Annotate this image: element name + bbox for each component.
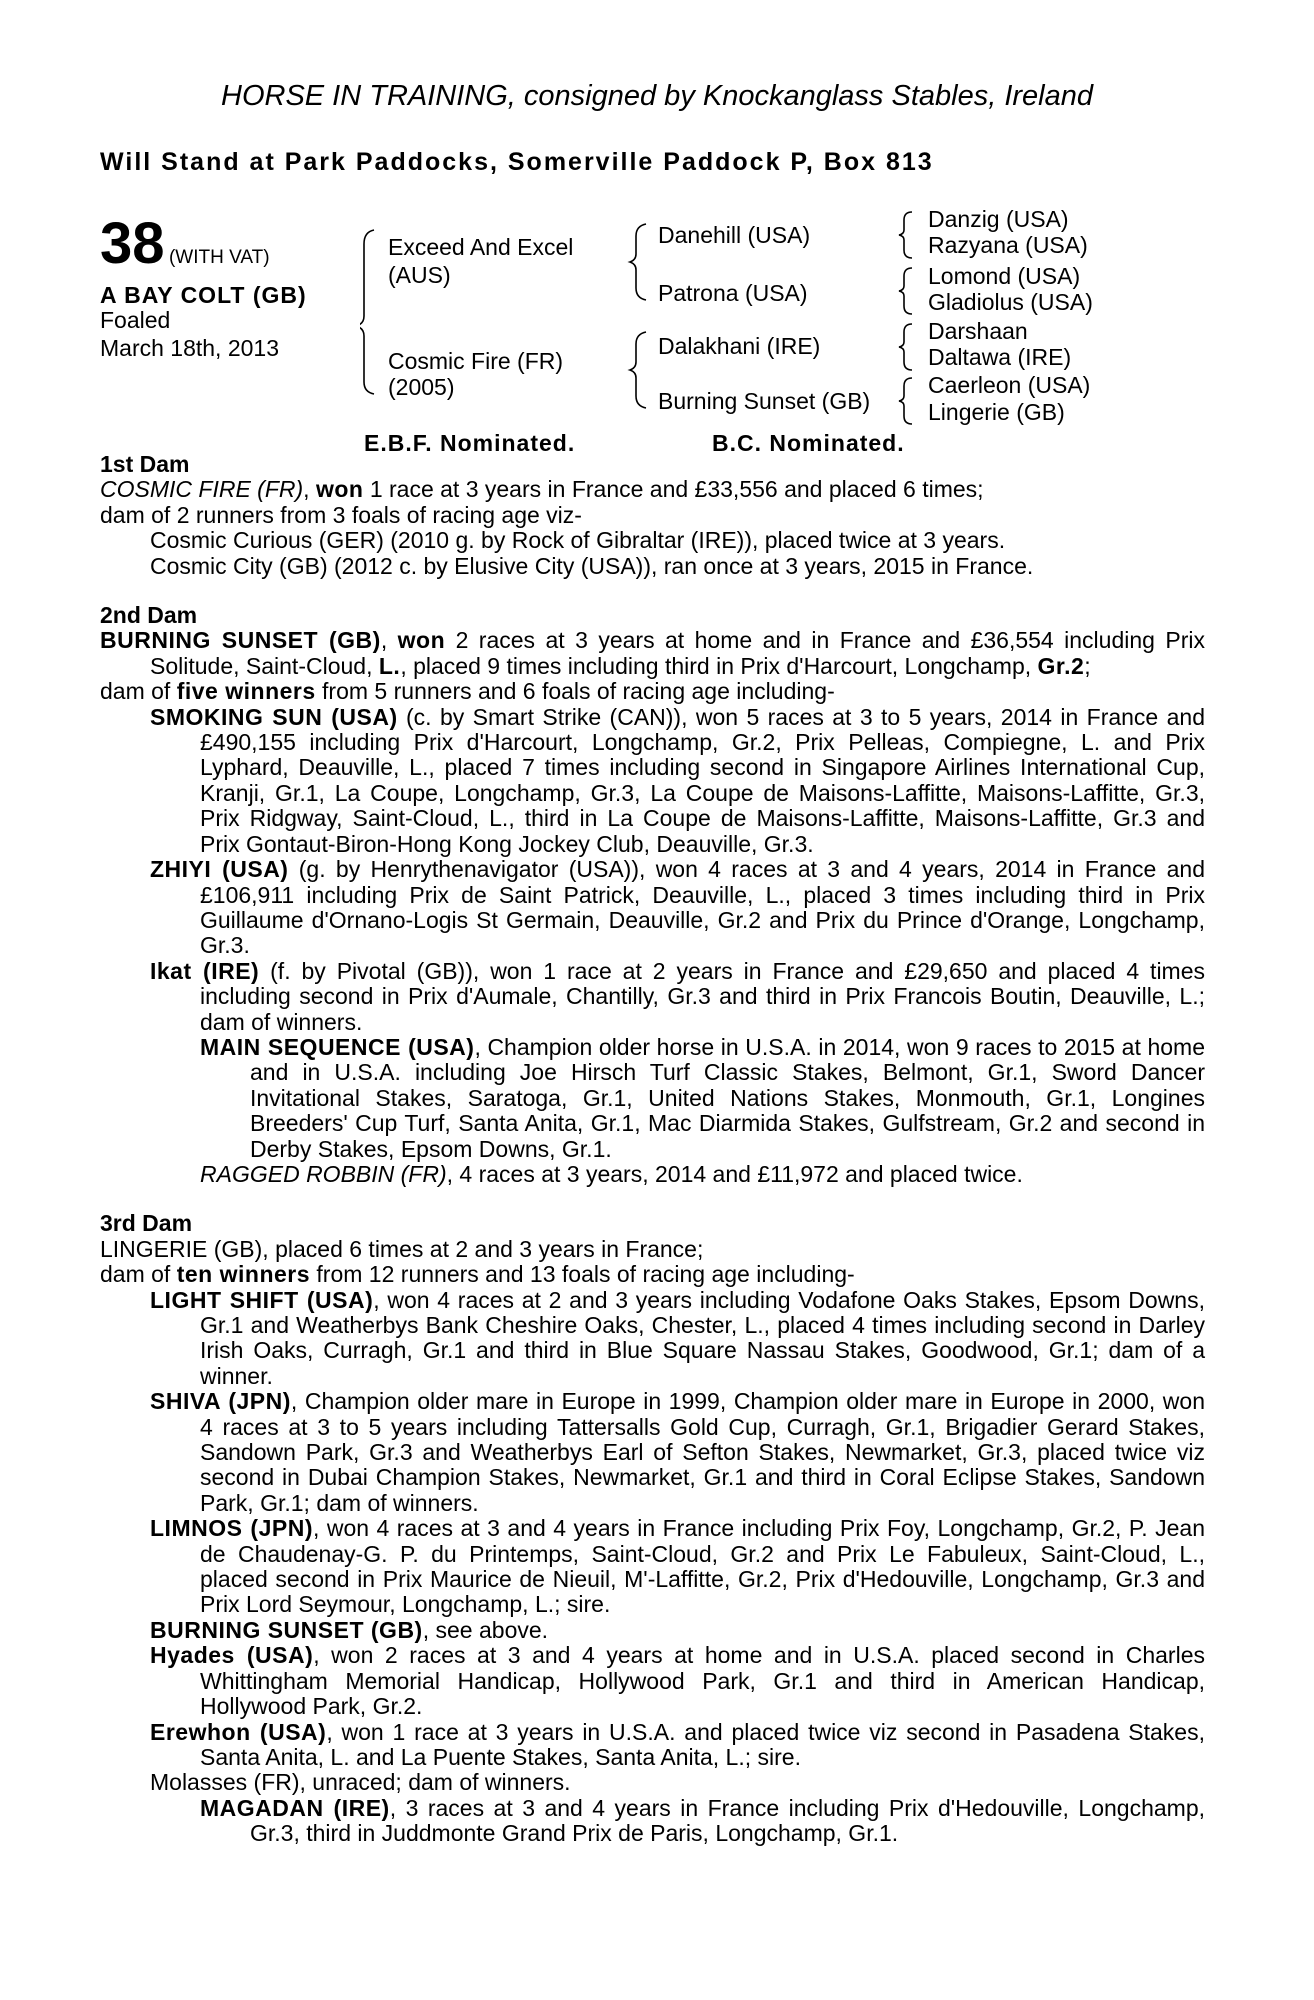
ped-sds: Lomond (USA) — [928, 263, 1081, 289]
vat-note: (WITH VAT) — [168, 247, 270, 268]
dam-name: Cosmic Fire (FR) — [388, 348, 564, 374]
second-dam-record: BURNING SUNSET (GB), won 2 races at 3 years at home and in France and £36,554 including Prix Solitude, Saint-Cloud, L., placed 9 times including third in Prix d'Harcourt, Longchamp, Gr.2; — [100, 627, 1205, 679]
page-title: HORSE IN TRAINING, consigned by Knockanglass Stables, Ireland — [221, 80, 1093, 112]
foaled-info — [100, 306, 279, 362]
lot-number: 38 — [100, 211, 165, 276]
produce-ikat: Ikat (IRE) (f. by Pivotal (GB)), won 1 race at 2 years in France and £29,650 and placed 4 times including second in Prix d'Aumale, Chantilly, Gr.3 and third in Prix Francois Boutin, Deauville, L.; dam of winners. — [150, 957, 1205, 1035]
first-dam-record: COSMIC FIRE (FR), won 1 race at 3 years in France and £33,556 and placed 6 times; — [100, 476, 984, 503]
produce-hyades: Hyades (USA), won 2 races at 3 and 4 years at home and in U.S.A. placed second in Charles Whittingham Memorial Handicap, Hollywood Park, Gr.1 and third in American Handicap, Hollywood Park, Gr.2. — [150, 1642, 1205, 1720]
produce-smoking-sun: SMOKING SUN (USA) (c. by Smart Strike (CAN)), won 5 races at 3 to 5 years, 2014 in France and £490,155 including Prix d'Harcourt, Longchamp, Gr.2, Prix Pelleas, Compiegne, L. and Prix Lyphard, Deauville, L., placed 7 times including second in Singapore Airlines International Cup, Kranji, Gr.1, La Coupe, Longchamp, Gr.3, La Coupe de Maisons-Laffitte, Maisons-Laffitte, Gr.3, Prix Ridgway, Saint-Cloud, L., third in La Coupe de Maisons-Laffitte, Maisons-Laffitte, Gr.3 and Prix Gontaut-Biron-Hong Kong Jockey Club, Deauville, Gr.3. — [150, 703, 1205, 857]
lot-number-block — [100, 210, 270, 277]
produce-erewhon: Erewhon (USA), won 1 race at 3 years in U.S.A. and placed twice viz second in Pasadena Stakes, Santa Anita, L. and La Puente Stakes, Santa Anita, L.; sire. — [150, 1718, 1205, 1770]
second-dam-heading: 2nd Dam — [100, 602, 198, 629]
first-dam-heading: 1st Dam — [100, 451, 190, 477]
produce-magadan: MAGADAN (IRE), 3 races at 3 and 4 years in France including Prix d'Hedouville, Longchamp, Gr.3, third in Juddmonte Grand Prix de Paris, Longchamp, Gr.1. — [200, 1794, 1205, 1847]
sire-origin: (AUS) — [388, 262, 451, 288]
foaled-label: Foaled — [100, 307, 171, 333]
ebf-nomination: E.B.F. Nominated. — [364, 430, 576, 456]
first-dam-name: COSMIC FIRE (FR) — [100, 476, 304, 503]
third-dam-produce: dam of ten winners from 12 runners and 13 foals of racing age including- — [100, 1261, 855, 1288]
produce-zhiyi: ZHIYI (USA) (g. by Henrythenavigator (USA)), won 4 races at 3 and 4 years, 2014 in France and £106,911 including Prix de Saint Patrick, Deauville, L., placed 3 times including third in Prix Guillaume d'Ornano-Logis St Germain, Deauville, Gr.2 and Prix du Prince d'Orange, Longchamp, Gr.3. — [150, 856, 1205, 959]
produce-limnos: LIMNOS (JPN), won 4 races at 3 and 4 years in France including Prix Foy, Longchamp, Gr.2, P. Jean de Chaudenay-G. P. du Printemps, Saint-Cloud, Gr.2 and Prix Le Fabuleux, Saint-Cloud, L., placed second in Prix Maurice de Nieuil, M'-Laffitte, Gr.2, Prix d'Hedouville, Longchamp, Gr.3 and Prix Lord Seymour, Longchamp, L.; sire. — [150, 1515, 1206, 1618]
produce-shiva: SHIVA (JPN), Champion older mare in Europe in 1999, Champion older mare in Europe in 2000, won 4 races at 3 to 5 years including Tattersalls Gold Cup, Curragh, Gr.1, Brigadier Gerard Stakes, Sandown Park, Gr.3 and Weatherbys Earl of Sefton Stakes, Newmarket, Gr.3, placed twice viz second in Dubai Champion Stakes, Newmarket, Gr.1 and third in Coral Eclipse Stakes, Sandown Park, Gr.1; dam of winners. — [150, 1388, 1205, 1516]
first-dam-foal-2: Cosmic City (GB) (2012 c. by Elusive City (USA)), ran once at 3 years, 2015 in France. — [150, 552, 1034, 579]
stand-location: Will Stand at Park Paddocks, Somerville Paddock P, Box 813 — [100, 148, 934, 176]
produce-record — [100, 452, 1205, 1847]
ped-dds: Caerleon (USA) — [928, 372, 1091, 398]
second-dam-produce: dam of five winners from 5 runners and 6 foals of racing age including- — [100, 678, 835, 705]
second-dam-name: BURNING SUNSET (GB) — [100, 627, 381, 654]
lot-description: A BAY COLT (GB) — [100, 282, 307, 308]
ped-ssd: Razyana (USA) — [928, 232, 1088, 258]
ped-dsd: Daltawa (IRE) — [928, 344, 1072, 370]
first-dam-foal-1: Cosmic Curious (GER) (2010 g. by Rock of Gibraltar (IRE)), placed twice at 3 years. — [150, 527, 1006, 554]
ped-sss: Danzig (USA) — [928, 206, 1069, 232]
ped-dss: Darshaan — [928, 318, 1028, 344]
produce-main-sequence: MAIN SEQUENCE (USA), Champion older horse in U.S.A. in 2014, won 9 races to 2015 at home and in U.S.A. including Joe Hirsch Turf Classic Stakes, Belmont, Gr.1, Sword Dancer Invitational Stakes, Saratoga, Gr.1, United Nations Stakes, Monmouth, Gr.1, Longines Breeders' Cup Turf, Santa Anita, Gr.1, Mac Diarmida Stakes, Gulfstream, Gr.2 and second in Derby Stakes, Epsom Downs, Gr.1. — [200, 1033, 1205, 1162]
produce-burning-sunset: BURNING SUNSET (GB), see above. — [150, 1616, 549, 1643]
third-dam-record: LINGERIE (GB), placed 6 times at 2 and 3 years in France; — [100, 1235, 704, 1262]
dam-dam: Burning Sunset (GB) — [658, 388, 871, 414]
first-dam-produce: dam of 2 runners from 3 foals of racing age viz- — [100, 501, 582, 528]
dam-year: (2005) — [388, 374, 455, 400]
produce-light-shift: LIGHT SHIFT (USA), won 4 races at 2 and 3 years including Vodafone Oaks Stakes, Epsom Downs, Gr.1 and Weatherbys Bank Cheshire Oaks, Chester, L., placed 4 times including second in Darley Irish Oaks, Curragh, Gr.1 and third in Blue Square Nassau Stakes, Goodwood, Gr.1; dam of a winner. — [150, 1286, 1205, 1389]
ped-ddd: Lingerie (GB) — [928, 399, 1065, 425]
third-dam-heading: 3rd Dam — [100, 1210, 193, 1237]
sire-sire: Danehill (USA) — [658, 222, 811, 248]
sire-dam: Patrona (USA) — [658, 280, 808, 306]
produce-ragged-robbin: RAGGED ROBBIN (FR), 4 races at 3 years, 2014 and £11,972 and placed twice. — [200, 1160, 1023, 1187]
sire-name: Exceed And Excel — [388, 234, 574, 260]
ped-sdd: Gladiolus (USA) — [928, 289, 1093, 315]
dam-sire: Dalakhani (IRE) — [658, 333, 821, 359]
bc-nomination: B.C. Nominated. — [712, 430, 905, 456]
foaled-date: March 18th, 2013 — [100, 335, 280, 361]
produce-molasses: Molasses (FR), unraced; dam of winners. — [150, 1769, 571, 1796]
